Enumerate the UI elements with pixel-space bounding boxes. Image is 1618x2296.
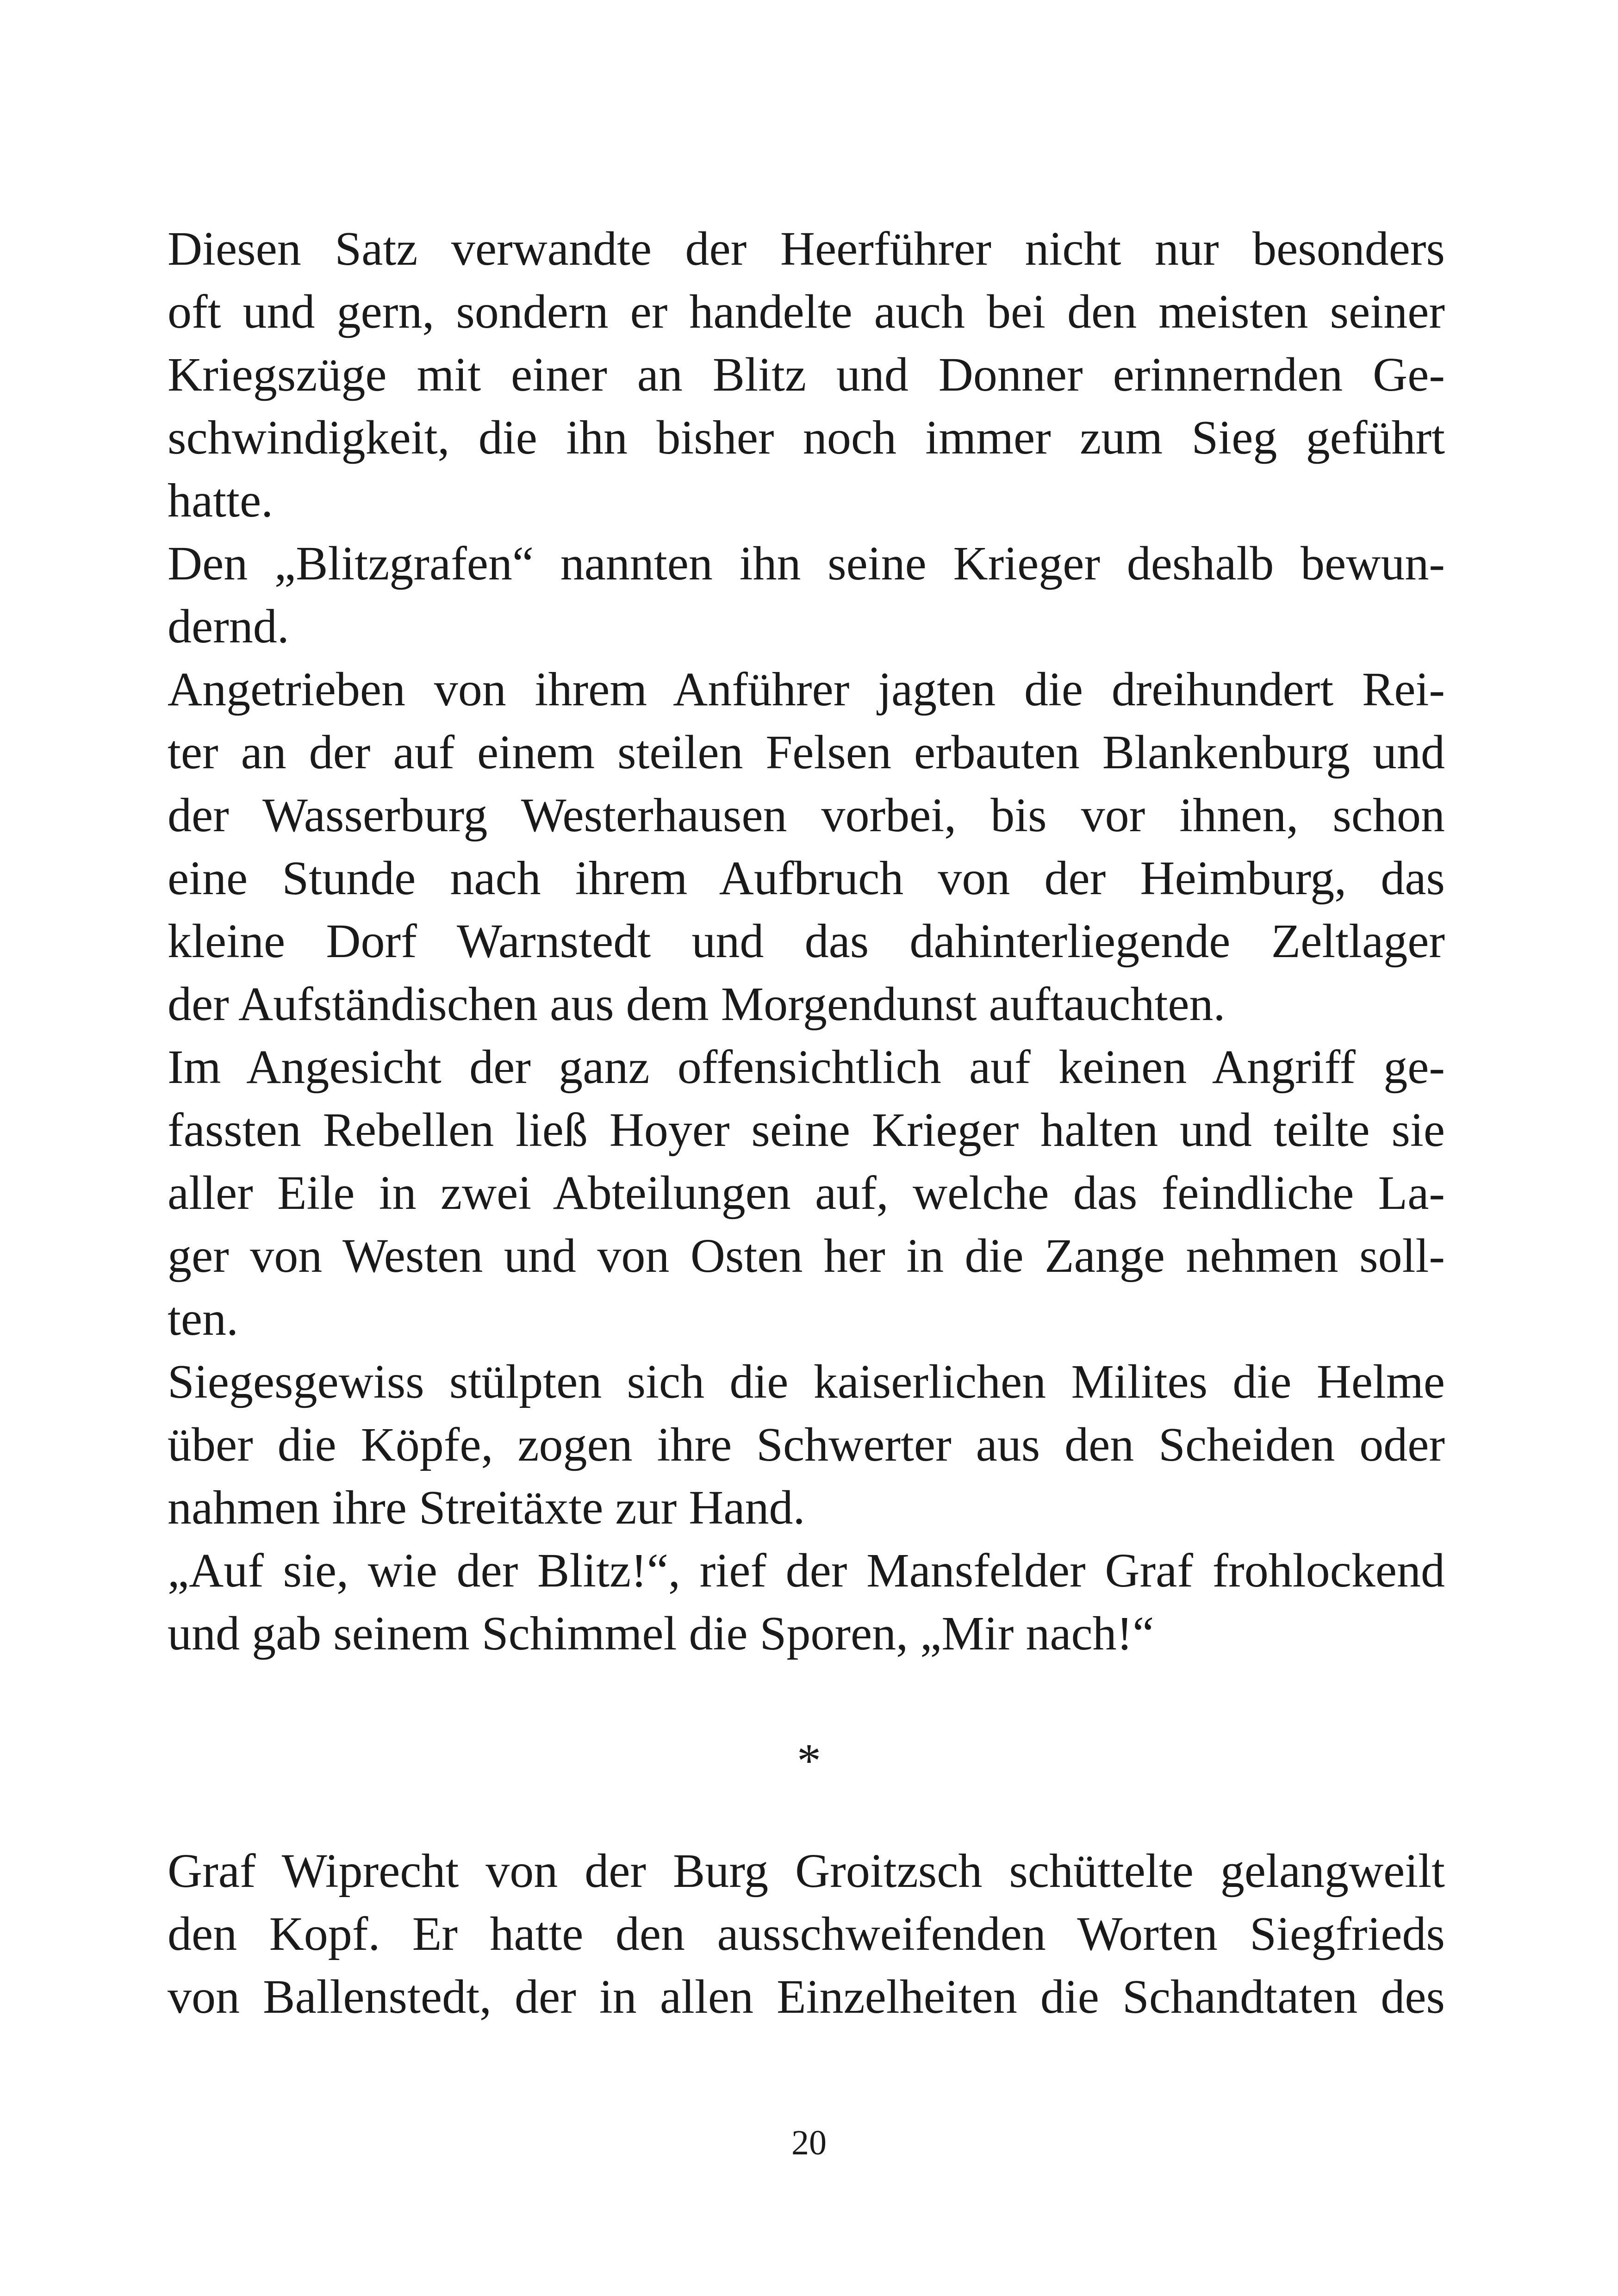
text-line: den Kopf. Er hatte den ausschweifenden Worten Siegfrieds [168,1907,1445,1960]
text-line: aller Eile in zwei Abteilungen auf, welche das feindliche La- [168,1166,1445,1220]
text-line: dernd. [168,600,289,653]
text-line: schwindigkeit, die ihn bisher noch immer zum Sieg geführt [168,411,1445,464]
paragraph [168,532,1445,658]
text-line: ger von Westen und von Osten her in die Zange nehmen soll- [168,1229,1445,1282]
text-line: über die Köpfe, zogen ihre Schwerter aus den Scheiden oder [168,1418,1445,1471]
text-line: Diesen Satz verwandte der Heerführer nicht nur besonders [168,222,1445,275]
text-block-top [168,218,1445,1665]
text-line: oft und gern, sondern er handelte auch bei den meisten seiner [168,285,1445,338]
text-line: der Wasserburg Westerhausen vorbei, bis vor ihnen, schon [168,789,1445,842]
text-line: ten. [168,1292,239,1345]
page-number: 20 [791,2123,827,2162]
section-separator: * [797,1734,821,1787]
text-line: fassten Rebellen ließ Hoyer seine Krieger halten und teilte sie [168,1103,1445,1157]
text-line: der Aufständischen aus dem Morgendunst auftauchten. [168,977,1226,1031]
paragraph [168,658,1445,1036]
text-line: nahmen ihre Streitäxte zur Hand. [168,1481,805,1534]
text-block-bottom [168,1840,1445,2028]
text-line: Angetrieben von ihrem Anführer jagten die dreihundert Rei- [168,663,1445,716]
text-line: kleine Dorf Warnstedt und das dahinterliegende Zeltlager [168,915,1445,968]
text-line: ter an der auf einem steilen Felsen erbauten Blankenburg und [168,726,1445,779]
text-line: Den „Blitzgrafen“ nannten ihn seine Krieger deshalb bewun- [168,537,1445,590]
text-line: Graf Wiprecht von der Burg Groitzsch schüttelte gelangweilt [168,1844,1445,1898]
text-line: eine Stunde nach ihrem Aufbruch von der Heimburg, das [168,852,1445,905]
text-line: und gab seinem Schimmel die Sporen, „Mir nach!“ [168,1607,1154,1660]
paragraph [168,218,1445,532]
paragraph [168,1350,1445,1539]
text-line: Im Angesicht der ganz offensichtlich auf keinen Angriff ge- [168,1040,1445,1094]
text-line: „Auf sie, wie der Blitz!“, rief der Mansfelder Graf frohlockend [168,1544,1445,1597]
paragraph [168,1840,1445,2028]
paragraph [168,1539,1445,1665]
text-line: hatte. [168,474,274,527]
text-line: Siegesgewiss stülpten sich die kaiserlichen Milites die Helme [168,1355,1445,1408]
text-line: Kriegszüge mit einer an Blitz und Donner erinnernden Ge- [168,348,1445,401]
text-line: von Ballenstedt, der in allen Einzelheiten die Schandtaten des [168,1970,1445,2023]
paragraph [168,1036,1445,1350]
